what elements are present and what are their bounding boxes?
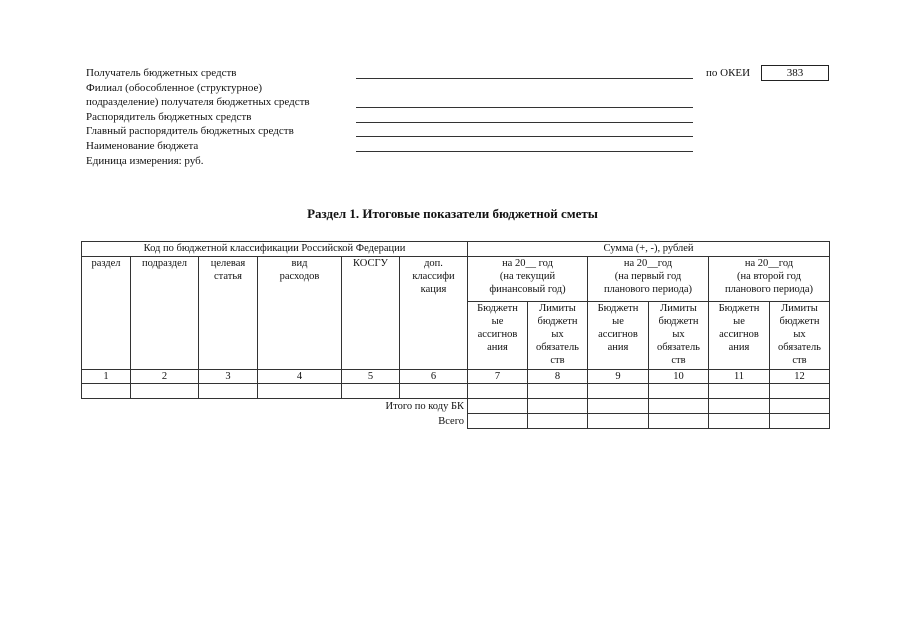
total-bk-row (82, 399, 830, 414)
table-cell (770, 384, 830, 399)
budget-name-row (86, 139, 856, 154)
table-cell (649, 399, 709, 414)
col-header-podrazdel: подраздел (131, 257, 199, 370)
table-cell (649, 384, 709, 399)
col-header-year-current: на 20__ год (на текущий финансовый год) (468, 257, 588, 302)
column-number: 12 (770, 370, 830, 384)
chief-manager-field-line (356, 136, 693, 137)
group-header-row (82, 242, 830, 257)
grand-total-row (82, 414, 830, 429)
col-header-year-second-plan: на 20__год (на второй год планового периода) (709, 257, 830, 302)
recipient-field-line (356, 78, 693, 79)
column-number: 3 (199, 370, 258, 384)
recipient-row (86, 66, 856, 81)
okei-label: по ОКЕИ (706, 67, 751, 79)
table-cell (709, 384, 770, 399)
column-number: 10 (649, 370, 709, 384)
column-number: 9 (588, 370, 649, 384)
unit-row (86, 154, 856, 169)
column-number: 11 (709, 370, 770, 384)
section-title: Раздел 1. Итоговые показатели бюджетной сметы (307, 206, 598, 221)
table-cell (528, 384, 588, 399)
chief-manager-row (86, 124, 856, 139)
branch-row-2 (86, 95, 856, 110)
subheader-limits-1: Лимиты бюджетн ых обязатель ств (528, 302, 588, 370)
unit-label: Единица измерения: руб. (86, 154, 204, 167)
column-number: 1 (82, 370, 131, 384)
table-cell (528, 399, 588, 414)
table-cell (770, 414, 830, 429)
branch-label-line1: Филиал (обособленное (структурное) (86, 81, 263, 94)
subheader-assignments-2: Бюджетн ые ассигнов ания (588, 302, 649, 370)
table-cell (400, 384, 468, 399)
column-number: 2 (131, 370, 199, 384)
document-header (86, 66, 856, 168)
column-number: 6 (400, 370, 468, 384)
recipient-label: Получатель бюджетных средств (86, 67, 237, 79)
table-cell (468, 399, 528, 414)
table-cell (770, 399, 830, 414)
col-header-razdel: раздел (82, 257, 131, 370)
table-cell (131, 384, 199, 399)
branch-row-1 (86, 81, 856, 96)
chief-manager-label: Главный распорядитель бюджетных средств (86, 125, 294, 138)
manager-label: Распорядитель бюджетных средств (86, 110, 252, 123)
table-cell (588, 414, 649, 429)
group-header-code: Код по бюджетной классификации Российской Федерации (82, 242, 468, 257)
total-bk-label: Итого по коду БК (385, 400, 464, 412)
col-header-year-first-plan: на 20__год (на первый год планового периода) (588, 257, 709, 302)
column-number: 8 (528, 370, 588, 384)
budget-name-label: Наименование бюджета (86, 139, 199, 152)
col-header-kosgu: КОСГУ (342, 257, 400, 370)
table-cell (199, 384, 258, 399)
table-cell (709, 414, 770, 429)
table-cell (588, 384, 649, 399)
table-cell (528, 414, 588, 429)
manager-row (86, 110, 856, 125)
col-header-target: целевая статья (199, 257, 258, 370)
column-number: 5 (342, 370, 400, 384)
data-row-empty (82, 384, 830, 399)
col-header-vid: вид расходов (258, 257, 342, 370)
table-cell (468, 384, 528, 399)
table-cell (342, 384, 400, 399)
budget-summary-table (81, 241, 830, 429)
table-cell (588, 399, 649, 414)
subheader-assignments-3: Бюджетн ые ассигнов ания (709, 302, 770, 370)
manager-field-line (356, 122, 693, 123)
branch-field-line (356, 107, 693, 108)
subheader-limits-3: Лимиты бюджетн ых обязатель ств (770, 302, 830, 370)
table-cell (82, 384, 131, 399)
subheader-limits-2: Лимиты бюджетн ых обязатель ств (649, 302, 709, 370)
table-cell (709, 399, 770, 414)
grand-total-label: Всего (438, 415, 464, 427)
branch-label-line2: подразделение) получателя бюджетных средств (86, 96, 310, 109)
table-cell (649, 414, 709, 429)
table-cell (258, 384, 342, 399)
budget-name-field-line (356, 151, 693, 152)
group-header-sum: Сумма (+, -), рублей (468, 242, 830, 257)
col-header-dop: доп. классифи кация (400, 257, 468, 370)
column-header-row (82, 257, 830, 302)
column-number-row (82, 370, 830, 384)
okei-code-box: 383 (761, 65, 829, 81)
column-number: 4 (258, 370, 342, 384)
table-cell (468, 414, 528, 429)
column-number: 7 (468, 370, 528, 384)
subheader-assignments-1: Бюджетн ые ассигнов ания (468, 302, 528, 370)
